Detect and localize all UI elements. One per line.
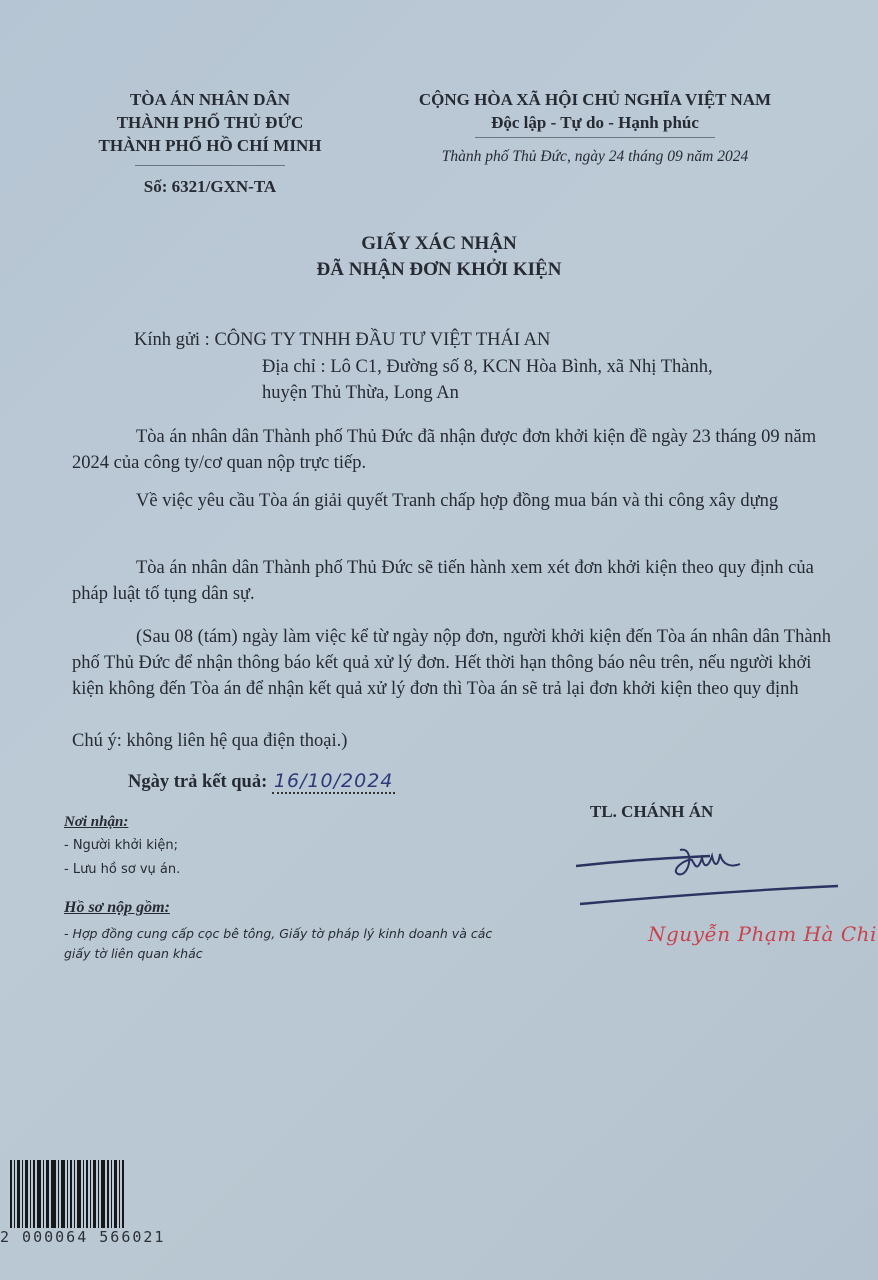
documents-text: - Hợp đồng cung cấp cọc bê tông, Giấy tờ pháp lý kinh doanh và các giấy tờ liên quan khác [64, 926, 493, 961]
signature-icon [570, 838, 850, 918]
header-divider [135, 165, 285, 166]
title-line-1: GIẤY XÁC NHẬN [361, 233, 517, 254]
recipients-list [64, 810, 180, 882]
address-line-2: huyện Thủ Thừa, Long An [262, 383, 459, 403]
documents-heading: Hồ sơ nộp gồm: [64, 899, 170, 916]
country-name: CỘNG HÒA XÃ HỘI CHỦ NGHĨA VIỆT NAM [418, 90, 772, 109]
issuer-header [60, 88, 360, 198]
paragraph-review: Tòa án nhân dân Thành phố Thủ Đức sẽ tiến hành xem xét đơn khởi kiện theo quy định của pháp luật tố tụng dân sự. [72, 558, 814, 604]
recipients-item: - Lưu hồ sơ vụ án. [64, 862, 181, 877]
recipients-item: - Người khởi kiện; [64, 838, 178, 853]
national-motto: Độc lập - Tự do - Hạnh phúc [491, 113, 699, 132]
result-date-field [272, 772, 396, 794]
result-date-label: Ngày trả kết quả: [128, 772, 268, 792]
result-date-value: 16/10/2024 [273, 770, 394, 792]
result-date [128, 770, 395, 793]
barcode-number: 2 000064 566021 [0, 1228, 166, 1246]
recipient-name: CÔNG TY TNHH ĐẦU TƯ VIỆT THÁI AN [214, 330, 551, 350]
paragraph-received: Tòa án nhân dân Thành phố Thủ Đức đã nhận được đơn khởi kiện đề ngày 23 tháng 09 năm 2024 của công ty/cơ quan nộp trực tiếp. [72, 427, 817, 473]
court-name: TÒA ÁN NHÂN DÂN [129, 90, 291, 109]
barcode-icon [10, 1160, 170, 1228]
motto-divider [475, 137, 715, 138]
document-number: Số: 6321/GXN-TA [143, 177, 277, 196]
national-header [370, 88, 820, 168]
recipient-address [262, 354, 822, 406]
address-line-1: Địa chỉ : Lô C1, Đường số 8, KCN Hòa Bình, xã Nhị Thành, [262, 357, 713, 377]
submitted-documents [64, 898, 494, 964]
recipient-label: Kính gửi : [134, 330, 210, 350]
paragraph-notice: (Sau 08 (tám) ngày làm việc kể từ ngày nộp đơn, người khởi kiện đến Tòa án nhân dân Thành phố Thủ Đức để nhận thông báo kết quả xử lý đơn. Hết thời hạn thông báo nêu trên, nếu người khởi kiện không đến Tòa án để nhận kết quả xử lý đơn thì Tòa án sẽ trả lại đơn khởi kiện theo quy định [72, 627, 832, 699]
signer-title: TL. CHÁNH ÁN [590, 802, 714, 821]
paragraph-subject: Về việc yêu cầu Tòa án giải quyết Tranh chấp hợp đồng mua bán và thi công xây dựng [136, 491, 779, 511]
paragraph-note: Chú ý: không liên hệ qua điện thoại.) [72, 731, 348, 751]
recipient [134, 327, 550, 353]
title-line-2: ĐÃ NHẬN ĐƠN KHỞI KIỆN [316, 259, 562, 280]
signer-name: Nguyễn Phạm Hà Chi [648, 922, 877, 946]
document-title [0, 231, 878, 283]
recipients-heading: Nơi nhận: [64, 814, 129, 830]
place-date: Thành phố Thủ Đức, ngày 24 tháng 09 năm 2024 [441, 148, 749, 165]
court-city: THÀNH PHỐ HỒ CHÍ MINH [98, 136, 322, 155]
court-district: THÀNH PHỐ THỦ ĐỨC [116, 113, 304, 132]
